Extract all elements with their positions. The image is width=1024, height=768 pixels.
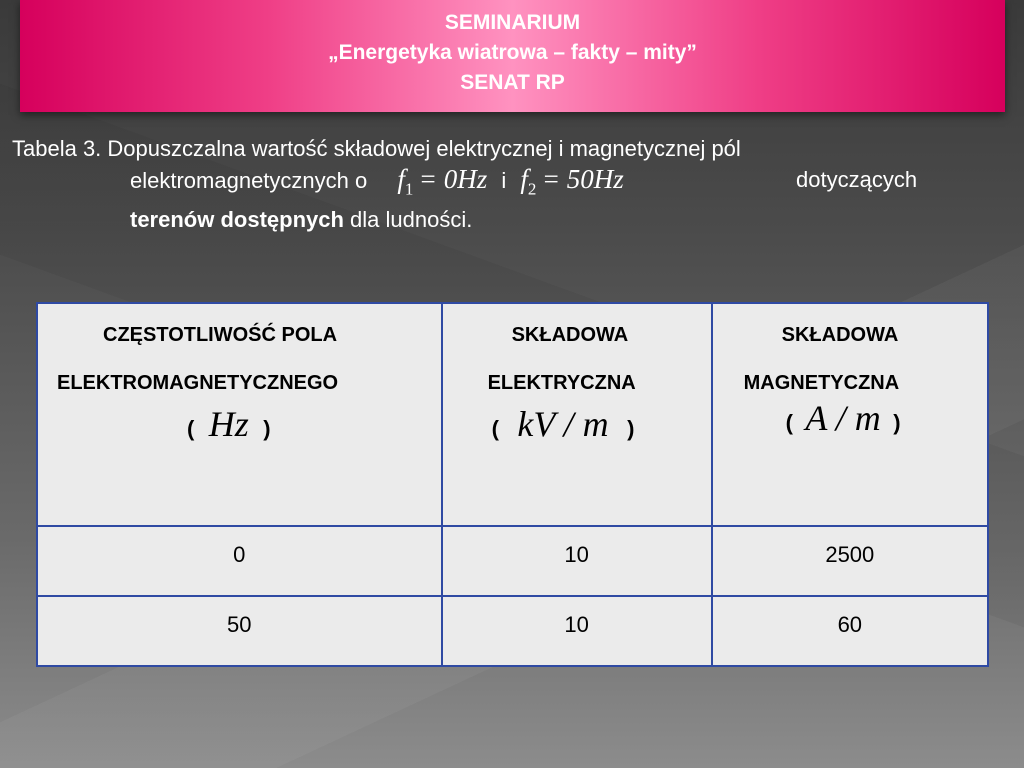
f2-symbol: f xyxy=(520,164,528,194)
header-magnetic-line1: SKŁADOWA xyxy=(781,324,899,346)
f2-subscript: 2 xyxy=(527,179,537,199)
paren-open: ( xyxy=(785,410,793,435)
cell-frequency xyxy=(37,526,442,596)
table-row xyxy=(37,596,988,666)
header-electric-unit xyxy=(444,403,710,445)
paren-close: ) xyxy=(263,416,271,441)
caption-bold-terms: terenów dostępnych xyxy=(130,207,344,233)
formula-f2 xyxy=(520,164,624,199)
limits-table xyxy=(36,302,989,667)
paren-open: ( xyxy=(491,416,499,441)
cell-value: 10 xyxy=(564,612,589,637)
cell-magnetic xyxy=(712,526,988,596)
title-banner xyxy=(20,0,1005,112)
f2-equation: = 50Hz xyxy=(541,164,624,194)
f1-subscript: 1 xyxy=(404,179,414,199)
table-caption xyxy=(12,133,972,235)
paren-close: ) xyxy=(893,410,901,435)
table-row xyxy=(37,526,988,596)
header-electric-line1: SKŁADOWA xyxy=(511,324,629,346)
cell-electric xyxy=(442,526,712,596)
cell-value: 50 xyxy=(227,612,252,637)
cell-electric xyxy=(442,596,712,666)
header-electric-line2: ELEKTRYCZNA xyxy=(487,372,636,394)
cell-frequency xyxy=(37,596,442,666)
paren-open: ( xyxy=(187,416,195,441)
unit-hz: Hz xyxy=(208,404,249,444)
banner-line-3: SENAT RP xyxy=(460,71,565,94)
caption-text-electromagnetic: elektromagnetycznych o xyxy=(130,168,368,193)
unit-a-per-m: A / m xyxy=(805,398,881,438)
cell-value: 0 xyxy=(233,542,246,567)
header-frequency-line1: CZĘSTOTLIWOŚĆ POLA xyxy=(103,324,338,346)
caption-line-1: Tabela 3. Dopuszczalna wartość składowej elektrycznej i magnetycznej pól xyxy=(12,136,741,161)
cell-magnetic xyxy=(712,596,988,666)
unit-kv-per-m: kV / m xyxy=(517,404,609,444)
header-frequency xyxy=(37,303,442,526)
header-magnetic-line2: MAGNETYCZNA xyxy=(743,372,900,394)
caption-line-2 xyxy=(12,164,972,204)
table-header-row xyxy=(37,303,988,526)
header-electric xyxy=(442,303,712,526)
cell-value: 10 xyxy=(564,542,589,567)
header-frequency-unit xyxy=(39,403,440,445)
caption-and: i xyxy=(501,168,507,193)
cell-value: 60 xyxy=(837,612,863,637)
banner-line-2: „Energetyka wiatrowa – fakty – mity” xyxy=(328,41,697,64)
f1-symbol: f xyxy=(397,164,405,194)
caption-end: dla ludności. xyxy=(350,207,473,233)
header-frequency-line2: ELEKTROMAGNETYCZNEGO xyxy=(57,372,339,394)
banner-line-1: SEMINARIUM xyxy=(444,11,581,34)
cell-value: 2500 xyxy=(825,542,875,567)
caption-line-3 xyxy=(12,204,972,235)
header-magnetic xyxy=(712,303,988,526)
formula-f1 xyxy=(397,164,488,199)
paren-close: ) xyxy=(627,416,635,441)
caption-dotyczacych: dotyczących xyxy=(796,167,918,192)
f1-equation: = 0Hz xyxy=(418,164,488,194)
